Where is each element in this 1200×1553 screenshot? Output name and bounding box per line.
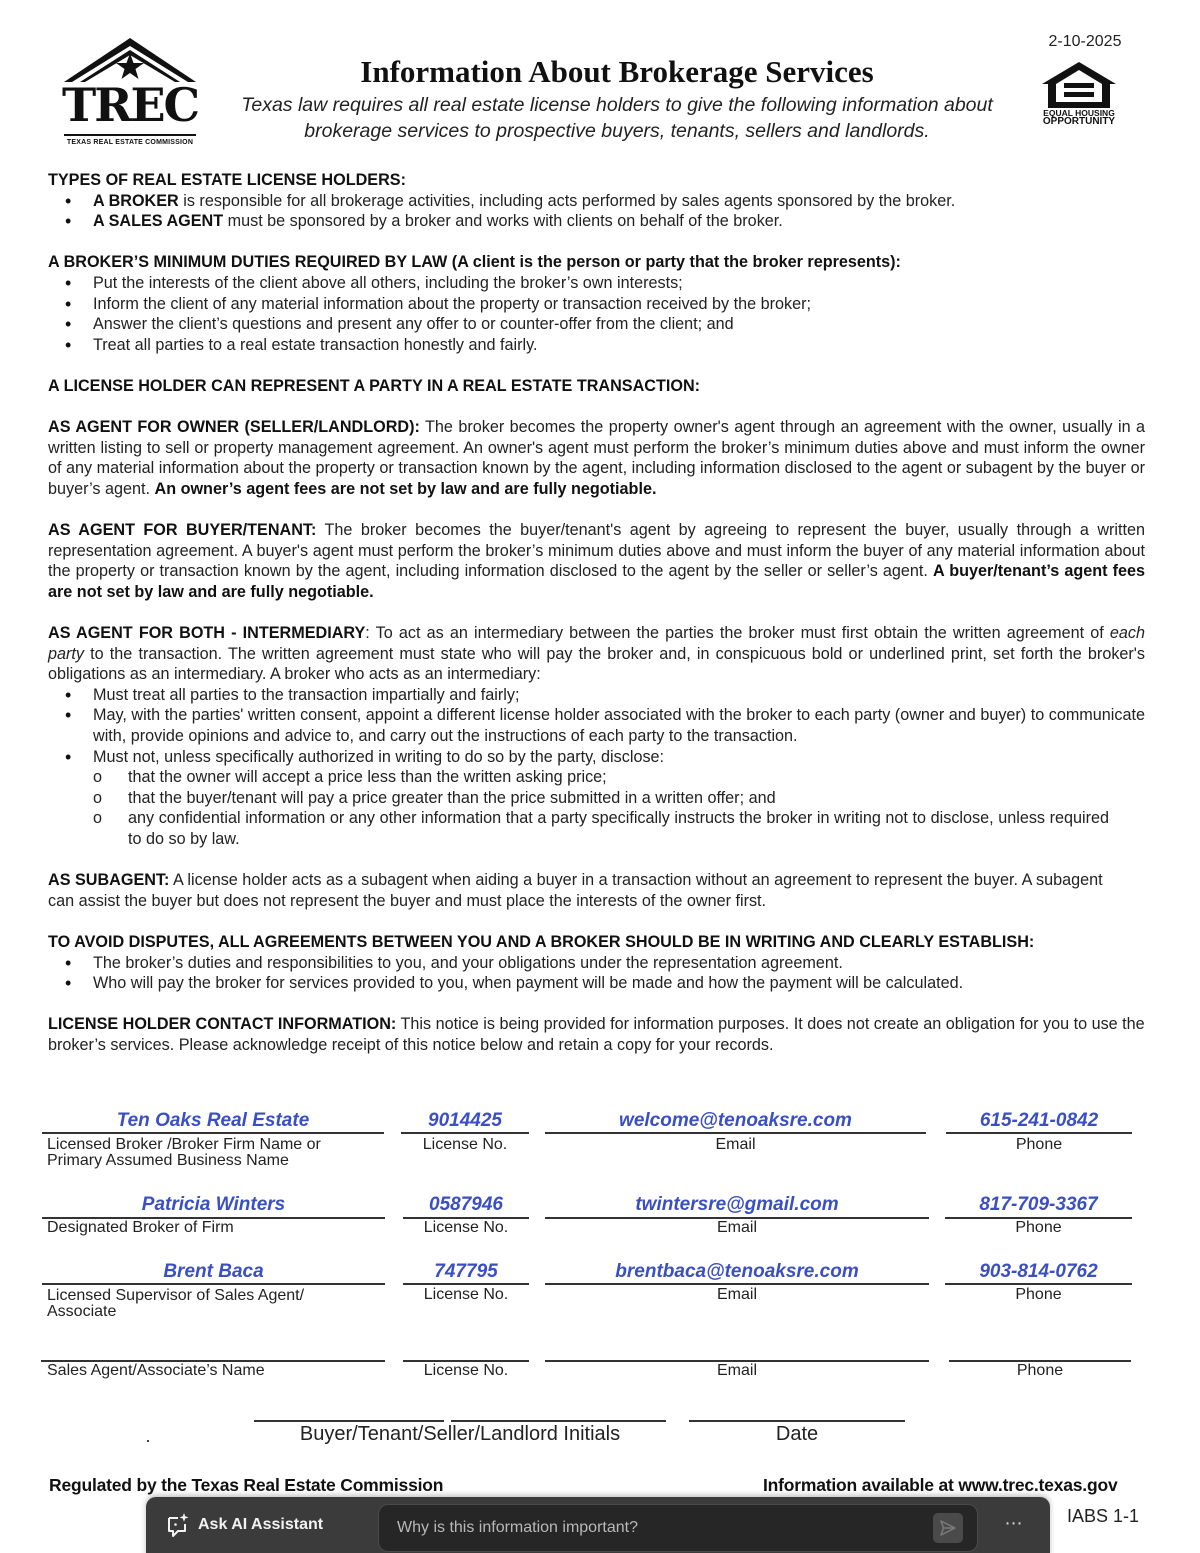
intermediary-intro bbox=[48, 623, 1145, 685]
supervisor-license-field[interactable] bbox=[403, 1259, 529, 1303]
section-bold-note: An owner’s agent fees are not set by law and are fully negotiable. bbox=[154, 479, 657, 498]
field-label: Phone bbox=[1015, 1136, 1063, 1153]
field-value: 0587946 bbox=[429, 1194, 503, 1215]
page-title: Information About Brokerage Services bbox=[360, 54, 874, 89]
list-item bbox=[48, 211, 1145, 232]
ellipsis-icon: ⋯ bbox=[1004, 1513, 1024, 1533]
sub-list-item: o any confidential information or any other information that a party specifically instructs the broker in writing not to disclose, unless required to do so by law. bbox=[48, 808, 1109, 849]
ai-chat-sparkle-icon bbox=[166, 1512, 190, 1538]
more-options-button[interactable] bbox=[1002, 1513, 1026, 1537]
date-line[interactable] bbox=[689, 1420, 905, 1422]
field-label: Designated Broker of Firm bbox=[47, 1219, 234, 1236]
initials-line-2[interactable] bbox=[451, 1420, 666, 1422]
section-text: To act as an intermediary between the parties the broker must first obtain the written agreement of bbox=[369, 624, 1110, 643]
list-item: • The broker’s duties and responsibilities to you, and your obligations under the representation agreement. bbox=[48, 953, 1145, 974]
list-item: • Put the interests of the client above all others, including the broker’s own interests; bbox=[48, 273, 1145, 294]
list-item: • Answer the client’s questions and present any offer to or counter-offer from the client; and bbox=[48, 314, 1145, 335]
list-item: • May, with the parties' written consent, appoint a different license holder associated with the broker to each party (owner and buyer) to communicate with, provide opinions and advice to, and carry out the instructions of each party to the transaction. bbox=[48, 705, 1145, 746]
section-buyer-agent bbox=[48, 520, 1145, 602]
field-value: brentbaca@tenoaksre.com bbox=[615, 1261, 859, 1282]
section-minimum-duties bbox=[48, 252, 1145, 355]
section-bold-note: A buyer/tenant’s agent fees are not set by law and are fully negotiable. bbox=[48, 562, 1145, 601]
broker-firm-name-field[interactable] bbox=[42, 1108, 384, 1168]
section-heading: AS AGENT FOR OWNER (SELLER/LANDLORD): bbox=[48, 418, 420, 437]
section-license-types bbox=[48, 170, 1145, 232]
field-underline bbox=[401, 1132, 529, 1134]
section-contact-info bbox=[48, 1014, 1145, 1055]
sales-agent-license-field[interactable] bbox=[403, 1336, 529, 1380]
heading-colon: : bbox=[365, 624, 370, 643]
ai-assistant-bar bbox=[146, 1497, 1050, 1553]
ask-ai-assistant-button[interactable] bbox=[166, 1511, 323, 1539]
field-value: 615-241-0842 bbox=[979, 1110, 1099, 1131]
footer-regulated-text: Regulated by the Texas Real Estate Commission bbox=[49, 1475, 444, 1495]
list-item: • Who will pay the broker for services provided to you, when payment will be made and how the payment will be calculated. bbox=[48, 973, 1145, 994]
page-subtitle bbox=[222, 92, 1012, 144]
field-label: Phone bbox=[1016, 1362, 1064, 1379]
term-sales-agent: A SALES AGENT bbox=[93, 212, 224, 231]
field-value: Ten Oaks Real Estate bbox=[116, 1110, 310, 1131]
sub-list-item: o that the buyer/tenant will pay a price greater than the price submitted in a written offer; and bbox=[48, 788, 1109, 809]
initials-label: Buyer/Tenant/Seller/Landlord Initials bbox=[299, 1423, 621, 1445]
field-label: Email bbox=[716, 1362, 757, 1379]
initials-line-1[interactable] bbox=[254, 1420, 444, 1422]
ai-question-input[interactable] bbox=[379, 1505, 919, 1551]
field-underline bbox=[545, 1132, 926, 1134]
broker-email-field[interactable] bbox=[545, 1108, 926, 1153]
supervisor-phone-field[interactable] bbox=[945, 1259, 1132, 1303]
field-label: Phone bbox=[1015, 1219, 1062, 1236]
equal-housing-icon bbox=[1040, 60, 1118, 110]
section-heading: TO AVOID DISPUTES, ALL AGREEMENTS BETWEEN YOU AND A BROKER SHOULD BE IN WRITING AND CLEARLY ESTABLISH: bbox=[48, 932, 1035, 951]
supervisor-email-field[interactable] bbox=[545, 1259, 929, 1303]
footer-info-link[interactable]: Information available at www.trec.texas.gov bbox=[763, 1475, 1118, 1495]
broker-license-field[interactable] bbox=[401, 1108, 529, 1153]
subtitle-line-1: Texas law requires all real estate license holders to give the following information about bbox=[241, 94, 993, 116]
field-label: Email bbox=[715, 1136, 756, 1153]
list-item bbox=[48, 191, 1145, 212]
section-text: The broker becomes the property owner's agent through an agreement with the owner, usually in a written listing to sell or property management agreement. An owner's agent must perform the broker’s minimum duties above and must inform the owner of any material information about the property or transaction known by the agent, including information disclosed to the agent or subagent by the buyer or buyer’s agent. bbox=[48, 418, 1146, 498]
logo-divider bbox=[64, 134, 196, 136]
sales-agent-name-field[interactable] bbox=[41, 1336, 385, 1380]
sub-list-item: o that the owner will accept a price less than the written asking price; bbox=[48, 767, 1109, 788]
field-label: Licensed Broker /Broker Firm Name or Primary Assumed Business Name bbox=[47, 1136, 321, 1169]
ask-ai-assistant-label: Ask AI Assistant bbox=[198, 1516, 324, 1533]
form-date: 2-10-2025 bbox=[1048, 33, 1122, 50]
supervisor-name-field[interactable] bbox=[42, 1259, 385, 1321]
eho-line-1: EQUAL HOUSING bbox=[1043, 108, 1115, 118]
designated-broker-name-field[interactable] bbox=[42, 1192, 385, 1236]
equal-housing-text bbox=[1040, 109, 1118, 127]
list-item: • Treat all parties to a real estate transaction honestly and fairly. bbox=[48, 335, 1145, 356]
field-label: Licensed Supervisor of Sales Agent/ Associate bbox=[47, 1287, 305, 1320]
section-heading: AS AGENT FOR BOTH - INTERMEDIARY bbox=[48, 624, 366, 643]
broker-phone-field[interactable] bbox=[946, 1108, 1132, 1153]
section-heading: TYPES OF REAL ESTATE LICENSE HOLDERS: bbox=[48, 171, 406, 189]
field-label: License No. bbox=[423, 1286, 509, 1303]
term-broker: A BROKER bbox=[93, 191, 179, 210]
section-text: A license holder acts as a subagent when aiding a buyer in a transaction without an agreement to represent the buyer. A subagent can assist the buyer but does not represent the buyer and must place the interests of the owner first. bbox=[48, 871, 1103, 910]
section-text: This notice is being provided for information purposes. It does not create an obligation for you to use the broker’s services. Please acknowledge receipt of this notice below and retain a copy for your records. bbox=[48, 1015, 1145, 1054]
logo-subtitle: TEXAS REAL ESTATE COMMISSION bbox=[66, 139, 194, 146]
logo-wordmark: TREC bbox=[62, 78, 199, 132]
list-item: • Must treat all parties to the transaction impartially and fairly; bbox=[48, 685, 1145, 706]
emphasis-text: each party bbox=[48, 624, 1145, 663]
ai-question-input-container bbox=[378, 1504, 978, 1552]
section-subagent bbox=[48, 870, 1145, 911]
equal-housing-logo bbox=[1040, 60, 1118, 130]
field-underline bbox=[42, 1132, 384, 1134]
stray-mark bbox=[147, 1440, 149, 1442]
section-intermediary bbox=[48, 623, 1145, 850]
designated-broker-email-field[interactable] bbox=[545, 1192, 929, 1236]
field-underline bbox=[403, 1283, 529, 1285]
item-text: is responsible for all brokerage activities, including acts performed by sales agents sponsored by the broker. bbox=[178, 191, 956, 210]
field-value: Patricia Winters bbox=[141, 1194, 286, 1215]
section-heading: A BROKER’S MINIMUM DUTIES REQUIRED BY LAW (A client is the person or party that the broker represents): bbox=[48, 253, 901, 272]
date-label: Date bbox=[775, 1423, 819, 1445]
field-label: Phone bbox=[1015, 1286, 1062, 1303]
section-owner-agent bbox=[48, 417, 1145, 499]
section-heading: AS SUBAGENT: bbox=[48, 871, 170, 890]
section-avoid-disputes bbox=[48, 932, 1145, 994]
eho-line-2: OPPORTUNITY bbox=[1042, 116, 1116, 127]
subtitle-line-2: brokerage services to prospective buyers, tenants, sellers and landlords. bbox=[304, 120, 930, 142]
trec-logo bbox=[60, 36, 200, 148]
field-label: License No. bbox=[422, 1136, 508, 1153]
item-text: must be sponsored by a broker and works with clients on behalf of the broker. bbox=[223, 212, 783, 231]
field-underline bbox=[946, 1132, 1132, 1134]
document-body bbox=[48, 170, 1145, 1076]
section-text: The broker becomes the buyer/tenant's agent by agreeing to represent the buyer, usually through a written representation agreement. A buyer's agent must perform the broker’s minimum duties above and must inform the buyer of any material information about the property or transaction known by the agent, including information disclosed to the agent by the seller or seller’s agent. bbox=[48, 521, 1145, 581]
designated-broker-license-field[interactable] bbox=[403, 1192, 529, 1236]
section-heading-represent: A LICENSE HOLDER CAN REPRESENT A PARTY IN A REAL ESTATE TRANSACTION: bbox=[48, 376, 701, 395]
field-value: twintersre@gmail.com bbox=[635, 1194, 839, 1215]
form-code: IABS 1-1 bbox=[1067, 1506, 1140, 1526]
sales-agent-phone-field[interactable] bbox=[949, 1336, 1131, 1380]
field-label: License No. bbox=[423, 1219, 509, 1236]
field-label: Email bbox=[716, 1286, 757, 1303]
field-value: 903-814-0762 bbox=[979, 1261, 1098, 1282]
field-value: 9014425 bbox=[428, 1110, 502, 1131]
field-value: Brent Baca bbox=[163, 1261, 264, 1282]
field-value: 817-709-3367 bbox=[979, 1194, 1098, 1215]
section-heading: AS AGENT FOR BUYER/TENANT: bbox=[48, 521, 317, 540]
field-underline bbox=[42, 1283, 385, 1285]
field-label: Email bbox=[716, 1219, 757, 1236]
designated-broker-phone-field[interactable] bbox=[945, 1192, 1132, 1236]
section-text: to the transaction. The written agreement must state who will pay the broker and, in conspicuous bold or underlined print, set forth the broker's obligations as an intermediary. A broker who acts as an intermediary: bbox=[48, 644, 1145, 684]
field-value: welcome@tenoaksre.com bbox=[619, 1110, 852, 1131]
list-item: • Inform the client of any material information about the property or transaction received by the broker; bbox=[48, 294, 1145, 315]
list-item: • Must not, unless specifically authorized in writing to do so by the party, disclose: bbox=[48, 747, 1145, 768]
field-label: License No. bbox=[423, 1362, 509, 1379]
field-label: Sales Agent/Associate’s Name bbox=[47, 1362, 265, 1379]
field-value: 747795 bbox=[434, 1261, 498, 1282]
section-heading: LICENSE HOLDER CONTACT INFORMATION: bbox=[48, 1015, 397, 1034]
send-icon bbox=[939, 1519, 957, 1537]
field-underline bbox=[945, 1283, 1132, 1285]
send-button[interactable] bbox=[933, 1513, 963, 1543]
sales-agent-email-field[interactable] bbox=[545, 1336, 929, 1380]
field-underline bbox=[545, 1283, 929, 1285]
